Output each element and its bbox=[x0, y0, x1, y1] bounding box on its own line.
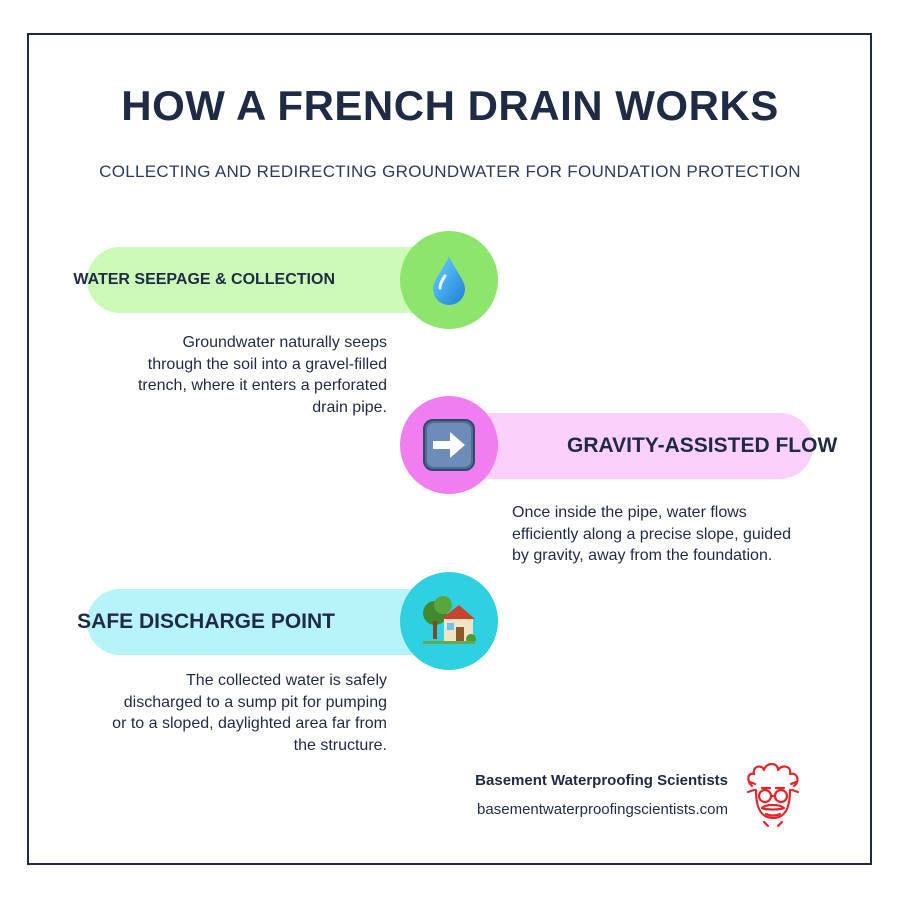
house-icon bbox=[421, 595, 477, 647]
step-1-description: Groundwater naturally seeps through the soil into a gravel-filled trench, where it enters a perforated drain pipe. bbox=[137, 334, 387, 416]
step-3-heading: SAFE DISCHARGE POINT bbox=[77, 610, 335, 633]
water-drop-icon bbox=[429, 254, 469, 306]
right-arrow-icon bbox=[423, 419, 475, 471]
step-3-description: The collected water is safely discharged to a sump pit for pumping or to a sloped, daylighted area far from the structure. bbox=[112, 672, 387, 754]
step-3-icon-circle bbox=[400, 572, 498, 670]
step-2-heading: GRAVITY-ASSISTED FLOW bbox=[567, 434, 838, 457]
brand-url[interactable]: basementwaterproofingscientists.com bbox=[477, 801, 728, 818]
brand-name: Basement Waterproofing Scientists bbox=[475, 772, 728, 789]
step-2-icon-circle bbox=[400, 396, 498, 494]
step-3-banner bbox=[77, 589, 447, 655]
step-2-banner bbox=[453, 413, 838, 479]
step-1-heading: WATER SEEPAGE & COLLECTION bbox=[73, 271, 335, 288]
page-subtitle: COLLECTING AND REDIRECTING GROUNDWATER FOR FOUNDATION PROTECTION bbox=[99, 162, 801, 181]
page-title: HOW A FRENCH DRAIN WORKS bbox=[121, 82, 779, 129]
step-1-banner bbox=[73, 247, 447, 313]
step-2-description: Once inside the pipe, water flows efficiently along a precise slope, guided by gravity, away from the foundation. bbox=[512, 504, 791, 564]
scientist-mascot-icon bbox=[740, 762, 806, 830]
step-1-icon-circle bbox=[400, 231, 498, 329]
